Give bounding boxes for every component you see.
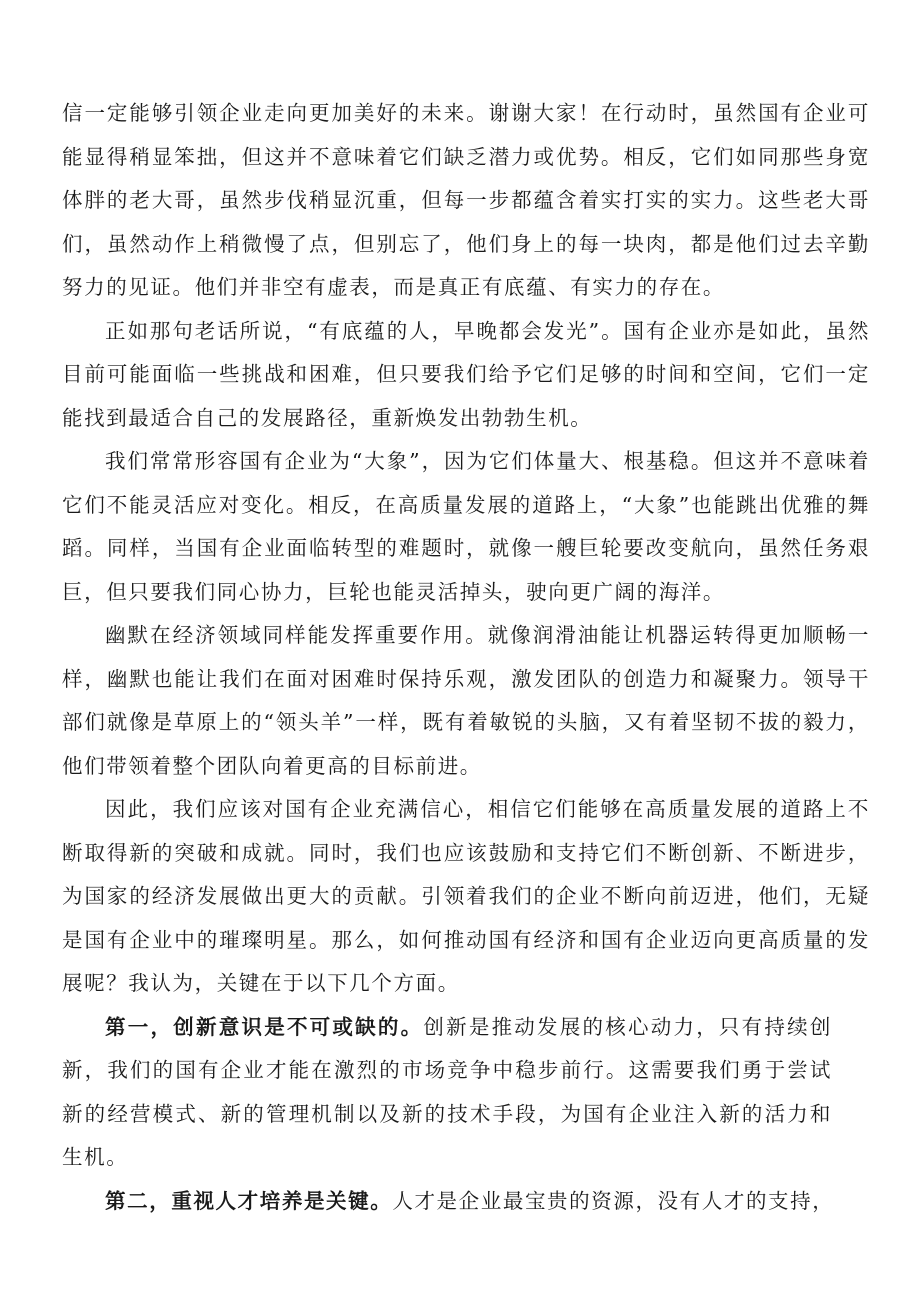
- paragraph-1-text: 信一定能够引领企业走向更加美好的未来。谢谢大家！在行动时，虽然国有企业可能显得稍显笨拙，但这并不意味着它们缺乏潜力或优势。相反，它们如同那些身宽体胖的老大哥，虽然步伐稍显沉重，但每一步都蕴含着实打实的实力。这些老大哥们，虽然动作上稍微慢了点，但别忘了，他们身上的每一块肉，都是他们过去辛勤努力的见证。他们并非空有虚表，而是真正有底蕴、有实力的存在。: [62, 101, 870, 299]
- paragraph-7-lead: 第二，重视人才培养是关键。: [105, 1188, 393, 1213]
- paragraph-5: [62, 788, 870, 1006]
- paragraph-4-text: 幽默在经济领域同样能发挥重要作用。就像润滑油能让机器运转得更加顺畅一样，幽默也能让我们在面对困难时保持乐观，激发团队的创造力和凝聚力。领导干部们就像是草原上的“领头羊”一样，既有着敏锐的头脑，又有着坚韧不拔的毅力，他们带领着整个团队向着更高的目标前进。: [62, 623, 870, 778]
- paragraph-7: [62, 1180, 870, 1224]
- paragraph-2: [62, 310, 870, 441]
- paragraph-3-text: 我们常常形容国有企业为“大象”，因为它们体量大、根基稳。但这并不意味着它们不能灵活应对变化。相反，在高质量发展的道路上，“大象”也能跳出优雅的舞蹈。同样，当国有企业面临转型的难题时，就像一艘巨轮要改变航向，虽然任务艰巨，但只要我们同心协力，巨轮也能灵活掉头，驶向更广阔的海洋。: [62, 449, 870, 604]
- paragraph-5-text: 因此，我们应该对国有企业充满信心，相信它们能够在高质量发展的道路上不断取得新的突破和成就。同时，我们也应该鼓励和支持它们不断创新、不断进步，为国家的经济发展做出更大的贡献。引领着我们的企业不断向前迈进，他们，无疑是国有企业中的璀璨明星。那么，如何推动国有经济和国有企业迈向更高质量的发展呢？我认为，关键在于以下几个方面。: [62, 797, 870, 995]
- paragraph-3: [62, 440, 870, 614]
- paragraph-4: [62, 614, 870, 788]
- paragraph-1: [62, 92, 870, 310]
- paragraph-2-text: 正如那句老话所说，“有底蕴的人，早晚都会发光”。国有企业亦是如此，虽然目前可能面临一些挑战和困难，但只要我们给予它们足够的时间和空间，它们一定能找到最适合自己的发展路径，重新焕发出勃勃生机。: [62, 318, 870, 430]
- document-body: [62, 92, 870, 1223]
- paragraph-7-text: 人才是企业最宝贵的资源，没有人才的支持，: [392, 1188, 835, 1213]
- paragraph-6-lead: 第一，创新意识是不可或缺的。: [105, 1014, 424, 1039]
- paragraph-6-text: 创新是推动发展的核心动力，只有持续创新，我们的国有企业才能在激烈的市场竞争中稳步前行。这需要我们勇于尝试新的经营模式、新的管理机制以及新的技术手段，为国有企业注入新的活力和生机。: [62, 1014, 832, 1169]
- paragraph-6: [62, 1006, 832, 1180]
